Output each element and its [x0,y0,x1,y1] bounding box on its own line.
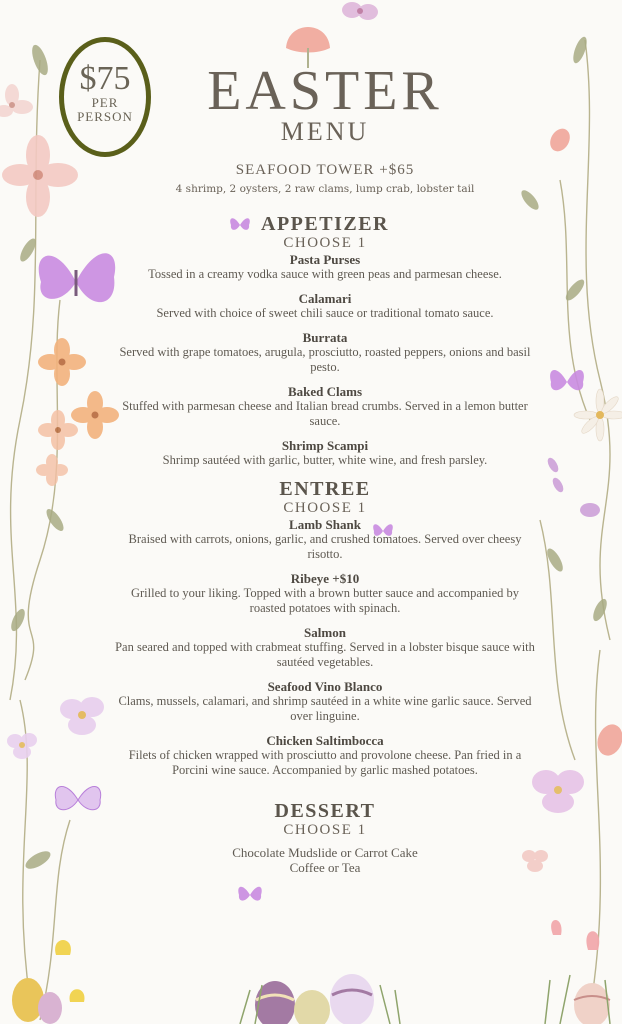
menu-item [115,625,535,670]
item-name: Baked Clams [287,384,363,399]
entree-choose: CHOOSE 1 [283,500,367,516]
item-description: Braised with carrots, onions, garlic, and crushed tomatoes. Served over cheesy risotto. [128,532,522,561]
item-name: Seafood Vino Blanco [267,679,383,694]
item-description: Tossed in a creamy vodka sauce with green peas and parmesan cheese. [148,267,502,281]
item-description: Grilled to your liking. Topped with a brown butter sauce and accompanied by roasted potatoes with spinach. [130,586,520,615]
menu-item [115,733,535,778]
entree-heading: ENTREE [279,478,371,500]
item-description: Shrimp sautéed with garlic, butter, white wine, and fresh parsley. [162,453,488,467]
menu-item [115,330,535,375]
badge-person: PERSON [77,109,133,124]
item-description: Served with choice of sweet chili sauce or traditional tomato sauce. [156,306,494,320]
seafood-tower-title: SEAFOOD TOWER +$65 [235,162,415,178]
dessert-line-2: Coffee or Tea [289,860,361,875]
item-name: Shrimp Scampi [281,438,369,453]
page-subtitle: MENU [280,117,370,146]
menu-item [115,517,535,562]
appetizer-section [115,213,535,468]
item-description: Clams, mussels, calamari, and shrimp sautéed in a white wine garlic sauce. Served over linguine. [118,694,532,723]
dessert-line-1: Chocolate Mudslide or Carrot Cake [232,845,418,860]
menu-item [115,384,535,429]
item-name: Calamari [298,291,352,306]
appetizer-choose: CHOOSE 1 [283,235,367,251]
badge-per: PER [91,95,119,110]
item-description: Stuffed with parmesan cheese and Italian bread crumbs. Served in a lemon butter sauce. [122,399,528,428]
menu-item [115,438,535,468]
easter-egg-icon [12,974,610,1024]
item-name: Lamb Shank [289,517,361,532]
item-name: Burrata [302,330,348,345]
item-name: Salmon [304,625,346,640]
item-name: Chicken Saltimbocca [266,733,384,748]
seafood-tower-description: 4 shrimp, 2 oysters, 2 raw clams, lump crab, lobster tail [175,183,475,195]
dessert-choose: CHOOSE 1 [283,822,367,838]
item-name: Pasta Purses [289,252,361,267]
menu-item [115,571,535,616]
menu-item [115,252,535,282]
appetizer-heading: APPETIZER [261,213,389,235]
item-name: Ribeye +$10 [290,571,360,586]
menu-content [115,62,535,875]
right-stems [540,40,610,1010]
badge-price: $75 [79,60,131,97]
entree-section [115,478,535,778]
dessert-heading: DESSERT [274,800,376,822]
item-description: Pan seared and topped with crabmeat stuffing. Served in a lobster bisque sauce with sautéed vegetables. [115,640,535,669]
page-title: EASTER [207,60,443,122]
menu-item [115,291,535,321]
dessert-section [115,800,535,875]
item-description: Filets of chicken wrapped with prosciutto and provolone cheese. Pan fried in a Porcini wine sauce. Accompanied by garlic mashed potatoes. [128,748,522,777]
menu-item [115,679,535,724]
item-description: Served with grape tomatoes, arugula, prosciutto, roasted peppers, onions and basil pesto. [119,345,531,374]
